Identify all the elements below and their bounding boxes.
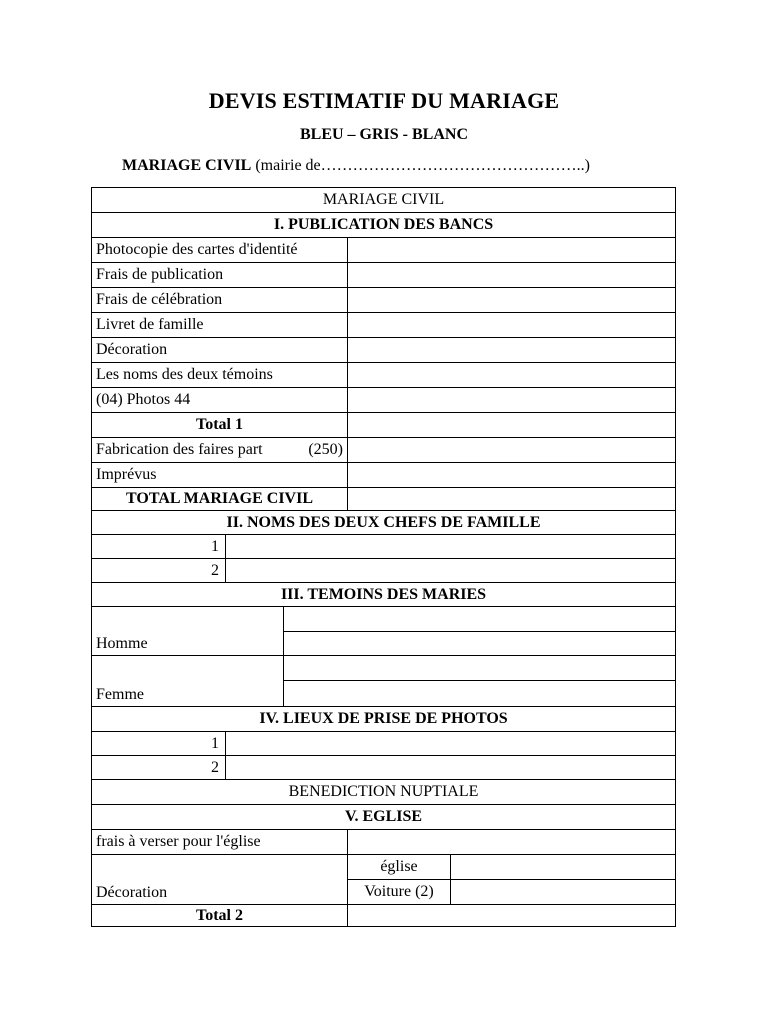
temoin-femme-field-2[interactable] [283,680,676,707]
lieu-photo-field-2[interactable] [225,755,676,780]
row-label-photocopie: Photocopie des cartes d'identité [91,237,348,263]
table-header: MARIAGE CIVIL [91,187,676,213]
frais-eglise-label: frais à verser pour l'église [91,829,348,855]
chef-famille-number-2: 2 [91,558,226,583]
decoration-eglise-label: Décoration [91,854,348,905]
temoin-femme-label: Femme [91,655,284,707]
row-label-decoration: Décoration [91,337,348,363]
temoin-homme-label: Homme [91,606,284,656]
row-value-frais-celebration[interactable] [347,287,676,313]
temoin-homme-field-2[interactable] [283,631,676,656]
total2-label: Total 2 [91,904,348,927]
row-value-fabrication[interactable] [347,437,676,463]
document-subtitle: BLEU – GRIS - BLANC [299,126,469,143]
chef-famille-number-1: 1 [91,534,226,559]
temoin-homme-field-1[interactable] [283,606,676,632]
total2-value[interactable] [347,904,676,927]
row-label-livret: Livret de famille [91,312,348,338]
total-civil-label: TOTAL MARIAGE CIVIL [91,487,348,511]
section-publication-title: I. PUBLICATION DES BANCS [91,212,676,238]
fabrication-quantity: (250) [308,441,343,458]
document-title: DEVIS ESTIMATIF DU MARIAGE [208,88,560,113]
row-value-livret[interactable] [347,312,676,338]
section-lieux-photos-title: IV. LIEUX DE PRISE DE PHOTOS [91,706,676,732]
row-label-photos: (04) Photos 44 [91,387,348,413]
lieu-photo-number-1: 1 [91,731,226,756]
lieu-photo-number-2: 2 [91,755,226,780]
temoin-femme-field-1[interactable] [283,655,676,681]
row-value-decoration[interactable] [347,337,676,363]
voiture-sublabel: Voiture (2) [347,879,451,905]
total-civil-value[interactable] [347,487,676,511]
total1-label: Total 1 [91,412,348,438]
benediction-header: BENEDICTION NUPTIALE [91,779,676,805]
section-temoins-title: III. TEMOINS DES MARIES [91,582,676,607]
row-value-photos[interactable] [347,387,676,413]
row-label-imprevus: Imprévus [91,462,348,488]
fabrication-label: Fabrication des faires part [96,441,263,458]
row-label-frais-publication: Frais de publication [91,262,348,288]
row-label-frais-celebration: Frais de célébration [91,287,348,313]
section-eglise-title: V. EGLISE [91,804,676,830]
frais-eglise-value[interactable] [347,829,676,855]
estimate-table [91,187,676,927]
eglise-value[interactable] [450,854,676,880]
row-value-temoins[interactable] [347,362,676,388]
row-value-imprevus[interactable] [347,462,676,488]
voiture-value[interactable] [450,879,676,905]
row-value-photocopie[interactable] [347,237,676,263]
eglise-sublabel: église [347,854,451,880]
total1-value[interactable] [347,412,676,438]
civil-label: MARIAGE CIVIL [122,157,252,174]
civil-mairie-line [122,157,590,175]
chef-famille-name-1[interactable] [225,534,676,559]
row-value-frais-publication[interactable] [347,262,676,288]
section-chefs-famille-title: II. NOMS DES DEUX CHEFS DE FAMILLE [91,510,676,535]
chef-famille-name-2[interactable] [225,558,676,583]
civil-mairie-field: (mairie de…………………………………………..) [251,157,590,174]
row-label-temoins: Les noms des deux témoins [91,362,348,388]
lieu-photo-field-1[interactable] [225,731,676,756]
row-label-fabrication [91,437,348,463]
